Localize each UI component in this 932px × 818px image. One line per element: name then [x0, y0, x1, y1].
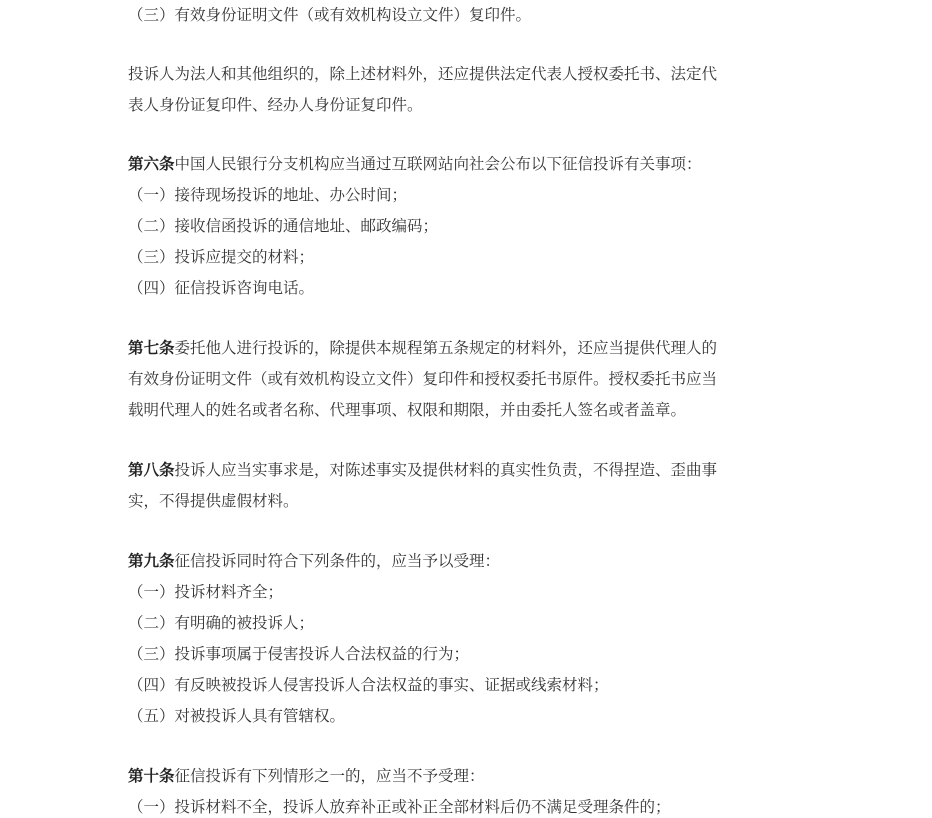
list-item: （五）对被投诉人具有管辖权。 [128, 707, 346, 725]
paragraph-line: 投诉人为法人和其他组织的，除上述材料外，还应提供法定代表人授权委托书、法定代 [128, 65, 718, 83]
article-6-heading: 第六条 [128, 155, 175, 173]
paragraph-line: 载明代理人的姓名或者名称、代理事项、权限和期限，并由委托人签名或者盖章。 [128, 401, 687, 419]
article-7-paragraph [128, 338, 717, 358]
article-7-text: 委托他人进行投诉的，除提供本规程第五条规定的材料外，还应当提供代理人的 [174, 339, 718, 357]
paragraph-line: 实，不得提供虚假材料。 [128, 492, 299, 510]
list-item: （三）投诉事项属于侵害投诉人合法权益的行为； [128, 645, 470, 663]
list-item: （二）接收信函投诉的通信地址、邮政编码； [128, 217, 439, 235]
list-item: （四）有反映被投诉人侵害投诉人合法权益的事实、证据或线索材料； [128, 676, 609, 694]
article-6-text: 中国人民银行分支机构应当通过互联网站向社会公布以下征信投诉有关事项： [174, 155, 702, 173]
article-10-paragraph [128, 766, 485, 786]
article-10-heading: 第十条 [128, 767, 175, 785]
article-8-paragraph [128, 460, 717, 480]
paragraph-line: 有效身份证明文件（或有效机构设立文件）复印件和授权委托书原件。授权委托书应当 [128, 370, 718, 388]
list-item: （三）有效身份证明文件（或有效机构设立文件）复印件。 [128, 6, 532, 24]
article-8-heading: 第八条 [128, 461, 175, 479]
list-item: （二）有明确的被投诉人； [128, 614, 315, 632]
list-item: （四）征信投诉咨询电话。 [128, 279, 315, 297]
article-8-text: 投诉人应当实事求是，对陈述事实及提供材料的真实性负责，不得捏造、歪曲事 [174, 461, 718, 479]
list-item: （三）投诉应提交的材料； [128, 248, 315, 266]
list-item: （一）接待现场投诉的地址、办公时间； [128, 186, 408, 204]
article-7-heading: 第七条 [128, 339, 175, 357]
list-item: （一）投诉材料齐全； [128, 583, 284, 601]
article-6-paragraph [128, 154, 702, 174]
article-9-heading: 第九条 [128, 552, 175, 570]
article-9-text: 征信投诉同时符合下列条件的，应当予以受理： [174, 552, 501, 570]
list-item: （一）投诉材料不全，投诉人放弃补正或补正全部材料后仍不满足受理条件的； [128, 798, 671, 816]
article-10-text: 征信投诉有下列情形之一的，应当不予受理： [174, 767, 485, 785]
article-9-paragraph [128, 551, 500, 571]
paragraph-line: 表人身份证复印件、经办人身份证复印件。 [128, 96, 423, 114]
